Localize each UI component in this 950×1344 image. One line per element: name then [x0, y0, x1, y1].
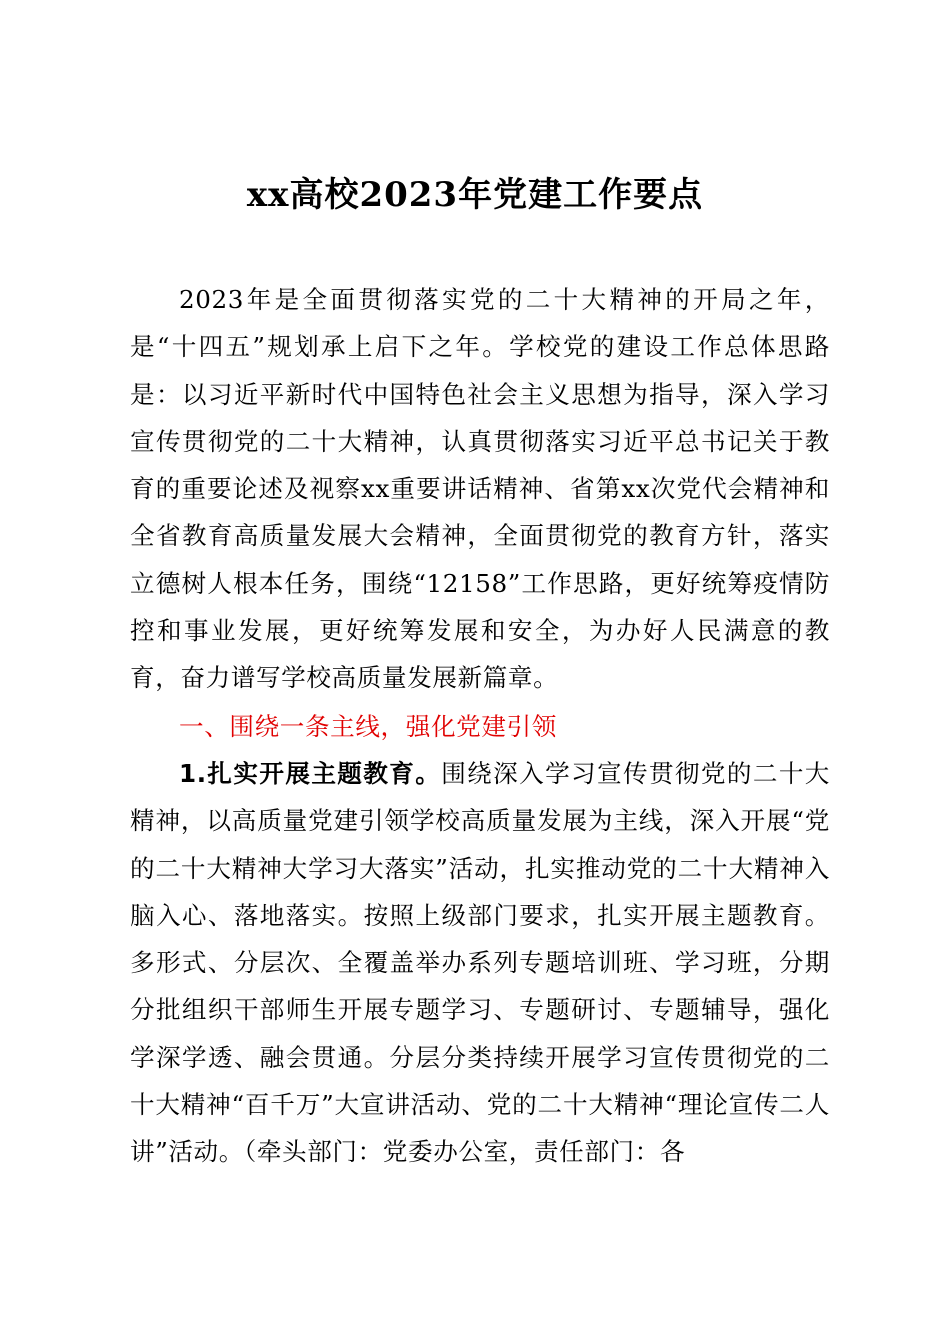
item-lead-1: 1.扎实开展主题教育。: [179, 759, 442, 788]
section-heading-1: 一、围绕一条主线，强化党建引领: [179, 712, 557, 741]
intro-paragraph: 2023年是全面贯彻落实党的二十大精神的开局之年，是“十四五”规划承上启下之年。学校党的建设工作总体思路是：以习近平新时代中国特色社会主义思想为指导，深入学习宣传贯彻党的二十大精神，认真贯彻落实习近平总书记关于教育的重要论述及视察xx重要讲话精神、省第xx次党代会精神和全省教育高质量发展大会精神，全面贯彻党的教育方针，落实立德树人根本任务，围绕“12158”工作思路，更好统筹疫情防控和事业发展，更好统筹发展和安全，为办好人民满意的教育，奋力谱写学校高质量发展新篇章。: [130, 285, 830, 693]
document-title: xx高校2023年党建工作要点: [246, 175, 704, 215]
item-body-1: 围绕深入学习宣传贯彻党的二十大精神，以高质量党建引领学校高质量发展为主线，深入开展“党的二十大精神大学习大落实”活动，扎实推动党的二十大精神入脑入心、落地落实。按照上级部门要求，扎实开展主题教育。多形式、分层次、全覆盖举办系列专题培训班、学习班，分期分批组织干部师生开展专题学习、专题研讨、专题辅导，强化学深学透、融会贯通。分层分类持续开展学习宣传贯彻党的二十大精神“百千万”大宣讲活动、党的二十大精神“理论宣传二人讲”活动。（牵头部门：党委办公室，责任部门：各: [130, 759, 830, 1167]
item-paragraph-1: [130, 750, 830, 1176]
